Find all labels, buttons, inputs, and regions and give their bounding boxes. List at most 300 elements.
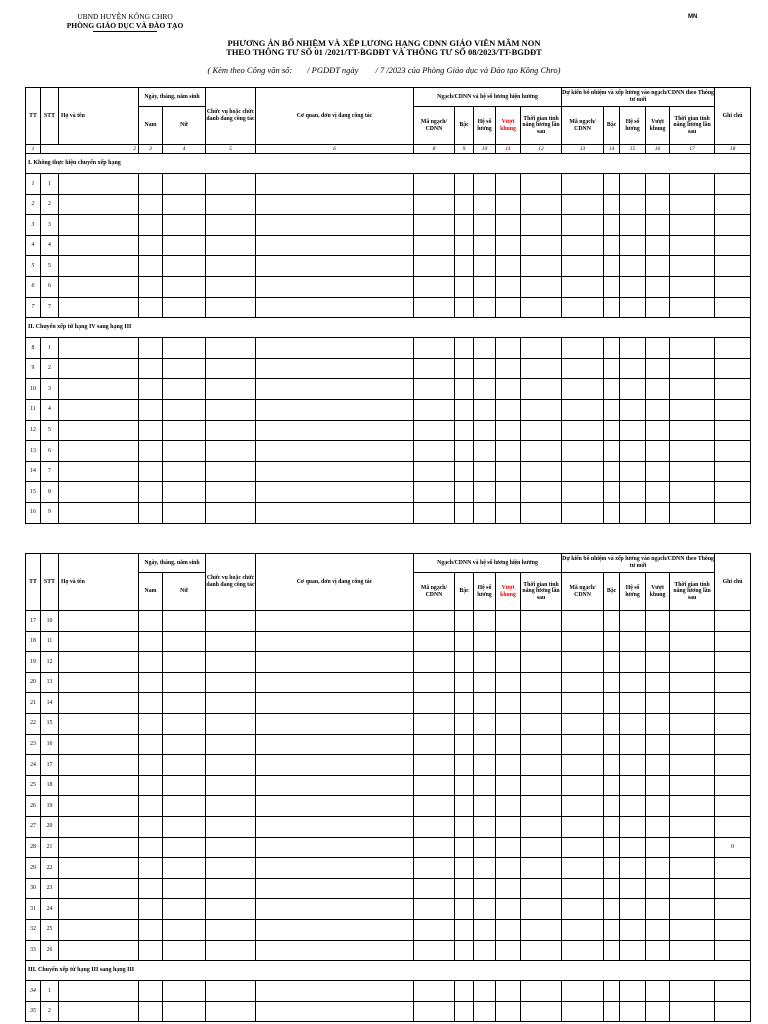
- empty-cell: [521, 693, 562, 714]
- row-stt: 1: [41, 174, 59, 195]
- empty-cell: [604, 441, 620, 462]
- empty-cell: [604, 652, 620, 673]
- empty-cell: [620, 919, 646, 940]
- empty-cell: [562, 1001, 604, 1022]
- empty-cell: [455, 420, 474, 441]
- empty-cell: [496, 899, 521, 920]
- empty-cell: [59, 276, 139, 297]
- empty-cell: [455, 235, 474, 256]
- empty-cell: [521, 775, 562, 796]
- empty-cell: [59, 713, 139, 734]
- row-tt: 7: [26, 297, 41, 318]
- empty-cell: [474, 276, 496, 297]
- empty-cell: [620, 461, 646, 482]
- row-stt: 19: [41, 796, 59, 817]
- empty-cell: [455, 338, 474, 359]
- empty-cell: [139, 858, 163, 879]
- row-stt: 6: [41, 276, 59, 297]
- table-row: [26, 858, 751, 879]
- col-position-header: Chức vụ hoặc chức danh đang công tác: [206, 88, 256, 145]
- empty-cell: [521, 858, 562, 879]
- row-note: [715, 297, 751, 318]
- table-row: [26, 1001, 751, 1022]
- row-tt: 29: [26, 858, 41, 879]
- empty-cell: [455, 631, 474, 652]
- empty-cell: [521, 194, 562, 215]
- empty-cell: [59, 899, 139, 920]
- empty-cell: [496, 338, 521, 359]
- table-row: [26, 399, 751, 420]
- empty-cell: [496, 878, 521, 899]
- empty-cell: [670, 482, 715, 503]
- empty-cell: [256, 174, 414, 195]
- empty-cell: [256, 672, 414, 693]
- col-current-group-header: Ngạch/CDNN và hệ số lương hiện hưởng: [414, 554, 562, 573]
- empty-cell: [206, 358, 256, 379]
- empty-cell: [646, 611, 670, 632]
- empty-cell: [646, 734, 670, 755]
- empty-cell: [455, 858, 474, 879]
- col-new-over-header: Vượt khung: [646, 573, 670, 611]
- table-row: [26, 441, 751, 462]
- empty-cell: [455, 775, 474, 796]
- col-coef-header: Hệ số lương: [474, 573, 496, 611]
- empty-cell: [562, 379, 604, 400]
- empty-cell: [646, 816, 670, 837]
- empty-cell: [206, 174, 256, 195]
- empty-cell: [59, 734, 139, 755]
- col-new-coef-header: Hệ số lương: [620, 573, 646, 611]
- empty-cell: [414, 174, 455, 195]
- empty-cell: [455, 399, 474, 420]
- empty-cell: [496, 837, 521, 858]
- column-number: 14: [604, 145, 620, 154]
- col-stt-header: STT: [41, 554, 59, 611]
- empty-cell: [604, 420, 620, 441]
- empty-cell: [562, 420, 604, 441]
- empty-cell: [604, 899, 620, 920]
- empty-cell: [620, 713, 646, 734]
- column-number: 2: [41, 145, 139, 154]
- row-note: [715, 919, 751, 940]
- empty-cell: [455, 461, 474, 482]
- row-tt: 19: [26, 652, 41, 673]
- empty-cell: [521, 631, 562, 652]
- empty-cell: [139, 276, 163, 297]
- empty-cell: [139, 502, 163, 523]
- column-number: 9: [455, 145, 474, 154]
- empty-cell: [646, 502, 670, 523]
- empty-cell: [474, 482, 496, 503]
- empty-cell: [604, 693, 620, 714]
- org-line-1: UBND HUYỆN KÔNG CHRO: [77, 12, 173, 21]
- appointment-table-page-2: [25, 553, 751, 1022]
- empty-cell: [163, 420, 206, 441]
- empty-cell: [646, 940, 670, 961]
- empty-cell: [670, 693, 715, 714]
- empty-cell: [163, 858, 206, 879]
- empty-cell: [163, 194, 206, 215]
- row-stt: 3: [41, 379, 59, 400]
- col-new-code-header: Mã ngạch/ CDNN: [562, 573, 604, 611]
- empty-cell: [474, 837, 496, 858]
- empty-cell: [414, 1001, 455, 1022]
- row-tt: 12: [26, 420, 41, 441]
- row-stt: 5: [41, 256, 59, 277]
- empty-cell: [496, 482, 521, 503]
- empty-cell: [496, 358, 521, 379]
- empty-cell: [474, 878, 496, 899]
- empty-cell: [139, 693, 163, 714]
- empty-cell: [163, 878, 206, 899]
- empty-cell: [521, 837, 562, 858]
- empty-cell: [562, 940, 604, 961]
- empty-cell: [620, 338, 646, 359]
- table-row: [26, 775, 751, 796]
- table-row: [26, 235, 751, 256]
- empty-cell: [163, 631, 206, 652]
- empty-cell: [163, 215, 206, 236]
- row-stt: 4: [41, 399, 59, 420]
- empty-cell: [521, 919, 562, 940]
- empty-cell: [670, 215, 715, 236]
- empty-cell: [620, 194, 646, 215]
- row-tt: 1: [26, 174, 41, 195]
- row-stt: 21: [41, 837, 59, 858]
- empty-cell: [620, 1001, 646, 1022]
- row-stt: 14: [41, 693, 59, 714]
- empty-cell: [604, 461, 620, 482]
- empty-cell: [620, 775, 646, 796]
- empty-cell: [604, 796, 620, 817]
- empty-cell: [206, 276, 256, 297]
- empty-cell: [414, 755, 455, 776]
- empty-cell: [256, 194, 414, 215]
- empty-cell: [206, 878, 256, 899]
- empty-cell: [496, 796, 521, 817]
- empty-cell: [521, 713, 562, 734]
- empty-cell: [604, 399, 620, 420]
- row-stt: 5: [41, 420, 59, 441]
- empty-cell: [620, 858, 646, 879]
- empty-cell: [562, 461, 604, 482]
- empty-cell: [620, 420, 646, 441]
- col-female-header: Nữ: [163, 573, 206, 611]
- row-note: [715, 502, 751, 523]
- empty-cell: [414, 713, 455, 734]
- empty-cell: [163, 174, 206, 195]
- empty-cell: [620, 174, 646, 195]
- empty-cell: [521, 276, 562, 297]
- empty-cell: [646, 693, 670, 714]
- empty-cell: [562, 441, 604, 462]
- empty-cell: [139, 379, 163, 400]
- empty-cell: [414, 256, 455, 277]
- empty-cell: [163, 611, 206, 632]
- empty-cell: [562, 734, 604, 755]
- col-time-header: Thời gian tính nâng lương lần sau: [521, 107, 562, 145]
- empty-cell: [163, 981, 206, 1002]
- row-stt: 1: [41, 338, 59, 359]
- table-row: [26, 652, 751, 673]
- empty-cell: [604, 940, 620, 961]
- empty-cell: [604, 878, 620, 899]
- empty-cell: [646, 399, 670, 420]
- empty-cell: [496, 174, 521, 195]
- empty-cell: [620, 755, 646, 776]
- empty-cell: [59, 858, 139, 879]
- empty-cell: [474, 215, 496, 236]
- empty-cell: [59, 256, 139, 277]
- empty-cell: [455, 878, 474, 899]
- empty-cell: [256, 775, 414, 796]
- empty-cell: [646, 194, 670, 215]
- empty-cell: [455, 816, 474, 837]
- empty-cell: [59, 878, 139, 899]
- row-tt: 16: [26, 502, 41, 523]
- empty-cell: [455, 919, 474, 940]
- empty-cell: [163, 482, 206, 503]
- empty-cell: [59, 816, 139, 837]
- col-code-header: Mã ngạch/ CDNN: [414, 573, 455, 611]
- row-tt: 21: [26, 693, 41, 714]
- empty-cell: [521, 652, 562, 673]
- empty-cell: [604, 256, 620, 277]
- row-stt: 2: [41, 1001, 59, 1022]
- empty-cell: [604, 215, 620, 236]
- empty-cell: [206, 693, 256, 714]
- empty-cell: [474, 755, 496, 776]
- empty-cell: [521, 981, 562, 1002]
- empty-cell: [521, 611, 562, 632]
- empty-cell: [256, 919, 414, 940]
- empty-cell: [646, 837, 670, 858]
- empty-cell: [455, 672, 474, 693]
- empty-cell: [646, 256, 670, 277]
- col-tt-header: TT: [26, 554, 41, 611]
- col-new-grade-header: Bậc: [604, 573, 620, 611]
- empty-cell: [646, 174, 670, 195]
- col-new-group-header: Dự kiến bổ nhiệm và xếp lương vào ngạch/CDNN theo Thông tư mới: [562, 88, 715, 107]
- empty-cell: [474, 981, 496, 1002]
- empty-cell: [206, 461, 256, 482]
- empty-cell: [163, 297, 206, 318]
- empty-cell: [646, 338, 670, 359]
- table-row: [26, 755, 751, 776]
- row-note: [715, 420, 751, 441]
- empty-cell: [414, 276, 455, 297]
- row-tt: 31: [26, 899, 41, 920]
- document-code: MN: [688, 14, 698, 20]
- empty-cell: [604, 858, 620, 879]
- table-row: [26, 981, 751, 1002]
- empty-cell: [496, 502, 521, 523]
- empty-cell: [670, 878, 715, 899]
- empty-cell: [496, 858, 521, 879]
- row-note: [715, 693, 751, 714]
- table-row: [26, 919, 751, 940]
- empty-cell: [646, 755, 670, 776]
- empty-cell: [59, 652, 139, 673]
- col-new-time-header: Thời gian tính nâng lương lần sau: [670, 573, 715, 611]
- empty-cell: [163, 399, 206, 420]
- row-note: [715, 611, 751, 632]
- empty-cell: [206, 1001, 256, 1022]
- empty-cell: [206, 420, 256, 441]
- empty-cell: [59, 981, 139, 1002]
- row-note: [715, 1001, 751, 1022]
- empty-cell: [139, 713, 163, 734]
- empty-cell: [414, 420, 455, 441]
- empty-cell: [474, 816, 496, 837]
- row-note: [715, 256, 751, 277]
- empty-cell: [206, 775, 256, 796]
- empty-cell: [256, 256, 414, 277]
- table-row: [26, 482, 751, 503]
- empty-cell: [59, 755, 139, 776]
- empty-cell: [474, 338, 496, 359]
- empty-cell: [521, 482, 562, 503]
- empty-cell: [670, 297, 715, 318]
- empty-cell: [139, 358, 163, 379]
- empty-cell: [521, 878, 562, 899]
- column-number: 10: [474, 145, 496, 154]
- empty-cell: [670, 734, 715, 755]
- row-note: [715, 816, 751, 837]
- empty-cell: [256, 441, 414, 462]
- empty-cell: [604, 1001, 620, 1022]
- empty-cell: [670, 276, 715, 297]
- empty-cell: [646, 1001, 670, 1022]
- empty-cell: [646, 899, 670, 920]
- empty-cell: [455, 482, 474, 503]
- empty-cell: [521, 399, 562, 420]
- empty-cell: [496, 940, 521, 961]
- row-tt: 24: [26, 755, 41, 776]
- empty-cell: [256, 796, 414, 817]
- empty-cell: [139, 399, 163, 420]
- row-tt: 6: [26, 276, 41, 297]
- empty-cell: [562, 899, 604, 920]
- empty-cell: [496, 1001, 521, 1022]
- empty-cell: [163, 461, 206, 482]
- column-number: 1: [26, 145, 41, 154]
- col-new-coef-header: Hệ số lương: [620, 107, 646, 145]
- row-note: [715, 981, 751, 1002]
- org-line-2: PHÒNG GIÁO DỤC VÀ ĐÀO TẠO: [66, 21, 184, 30]
- empty-cell: [59, 672, 139, 693]
- empty-cell: [620, 235, 646, 256]
- row-note: [715, 338, 751, 359]
- empty-cell: [474, 379, 496, 400]
- empty-cell: [646, 775, 670, 796]
- row-note: [715, 755, 751, 776]
- empty-cell: [562, 502, 604, 523]
- row-stt: 7: [41, 461, 59, 482]
- empty-cell: [139, 837, 163, 858]
- row-note: [715, 276, 751, 297]
- empty-cell: [59, 174, 139, 195]
- row-tt: 13: [26, 441, 41, 462]
- row-note: [715, 878, 751, 899]
- col-male-header: Nam: [139, 573, 163, 611]
- col-dob-group-header: Ngày, tháng, năm sinh: [139, 88, 206, 107]
- row-tt: 20: [26, 672, 41, 693]
- table-row: [26, 611, 751, 632]
- empty-cell: [206, 919, 256, 940]
- empty-cell: [455, 379, 474, 400]
- empty-cell: [620, 940, 646, 961]
- empty-cell: [604, 816, 620, 837]
- empty-cell: [562, 652, 604, 673]
- section-title: I. Không thực hiện chuyển xếp hạng: [26, 154, 751, 174]
- empty-cell: [474, 652, 496, 673]
- empty-cell: [620, 672, 646, 693]
- empty-cell: [604, 297, 620, 318]
- empty-cell: [455, 297, 474, 318]
- row-tt: 4: [26, 235, 41, 256]
- empty-cell: [139, 611, 163, 632]
- table-row: [26, 338, 751, 359]
- empty-cell: [256, 420, 414, 441]
- row-note: [715, 194, 751, 215]
- row-note: [715, 399, 751, 420]
- row-note: [715, 775, 751, 796]
- col-male-header: Nam: [139, 107, 163, 145]
- empty-cell: [139, 755, 163, 776]
- column-number: 17: [670, 145, 715, 154]
- col-over-header: Vượt khung: [496, 107, 521, 145]
- empty-cell: [496, 215, 521, 236]
- empty-cell: [496, 693, 521, 714]
- empty-cell: [620, 399, 646, 420]
- empty-cell: [59, 297, 139, 318]
- empty-cell: [474, 256, 496, 277]
- empty-cell: [256, 837, 414, 858]
- empty-cell: [562, 796, 604, 817]
- empty-cell: [670, 981, 715, 1002]
- empty-cell: [59, 631, 139, 652]
- empty-cell: [455, 358, 474, 379]
- empty-cell: [496, 755, 521, 776]
- empty-cell: [521, 379, 562, 400]
- empty-cell: [455, 713, 474, 734]
- table-row: [26, 816, 751, 837]
- empty-cell: [206, 441, 256, 462]
- row-stt: 2: [41, 194, 59, 215]
- empty-cell: [474, 441, 496, 462]
- appointment-table-page-1: [25, 87, 751, 524]
- empty-cell: [256, 235, 414, 256]
- empty-cell: [646, 441, 670, 462]
- empty-cell: [562, 235, 604, 256]
- row-tt: 27: [26, 816, 41, 837]
- table-row: [26, 502, 751, 523]
- empty-cell: [670, 796, 715, 817]
- row-tt: 18: [26, 631, 41, 652]
- empty-cell: [562, 611, 604, 632]
- empty-cell: [414, 858, 455, 879]
- empty-cell: [620, 631, 646, 652]
- empty-cell: [646, 796, 670, 817]
- empty-cell: [206, 899, 256, 920]
- empty-cell: [604, 338, 620, 359]
- empty-cell: [670, 755, 715, 776]
- table-row: [26, 713, 751, 734]
- empty-cell: [163, 713, 206, 734]
- empty-cell: [139, 194, 163, 215]
- empty-cell: [646, 461, 670, 482]
